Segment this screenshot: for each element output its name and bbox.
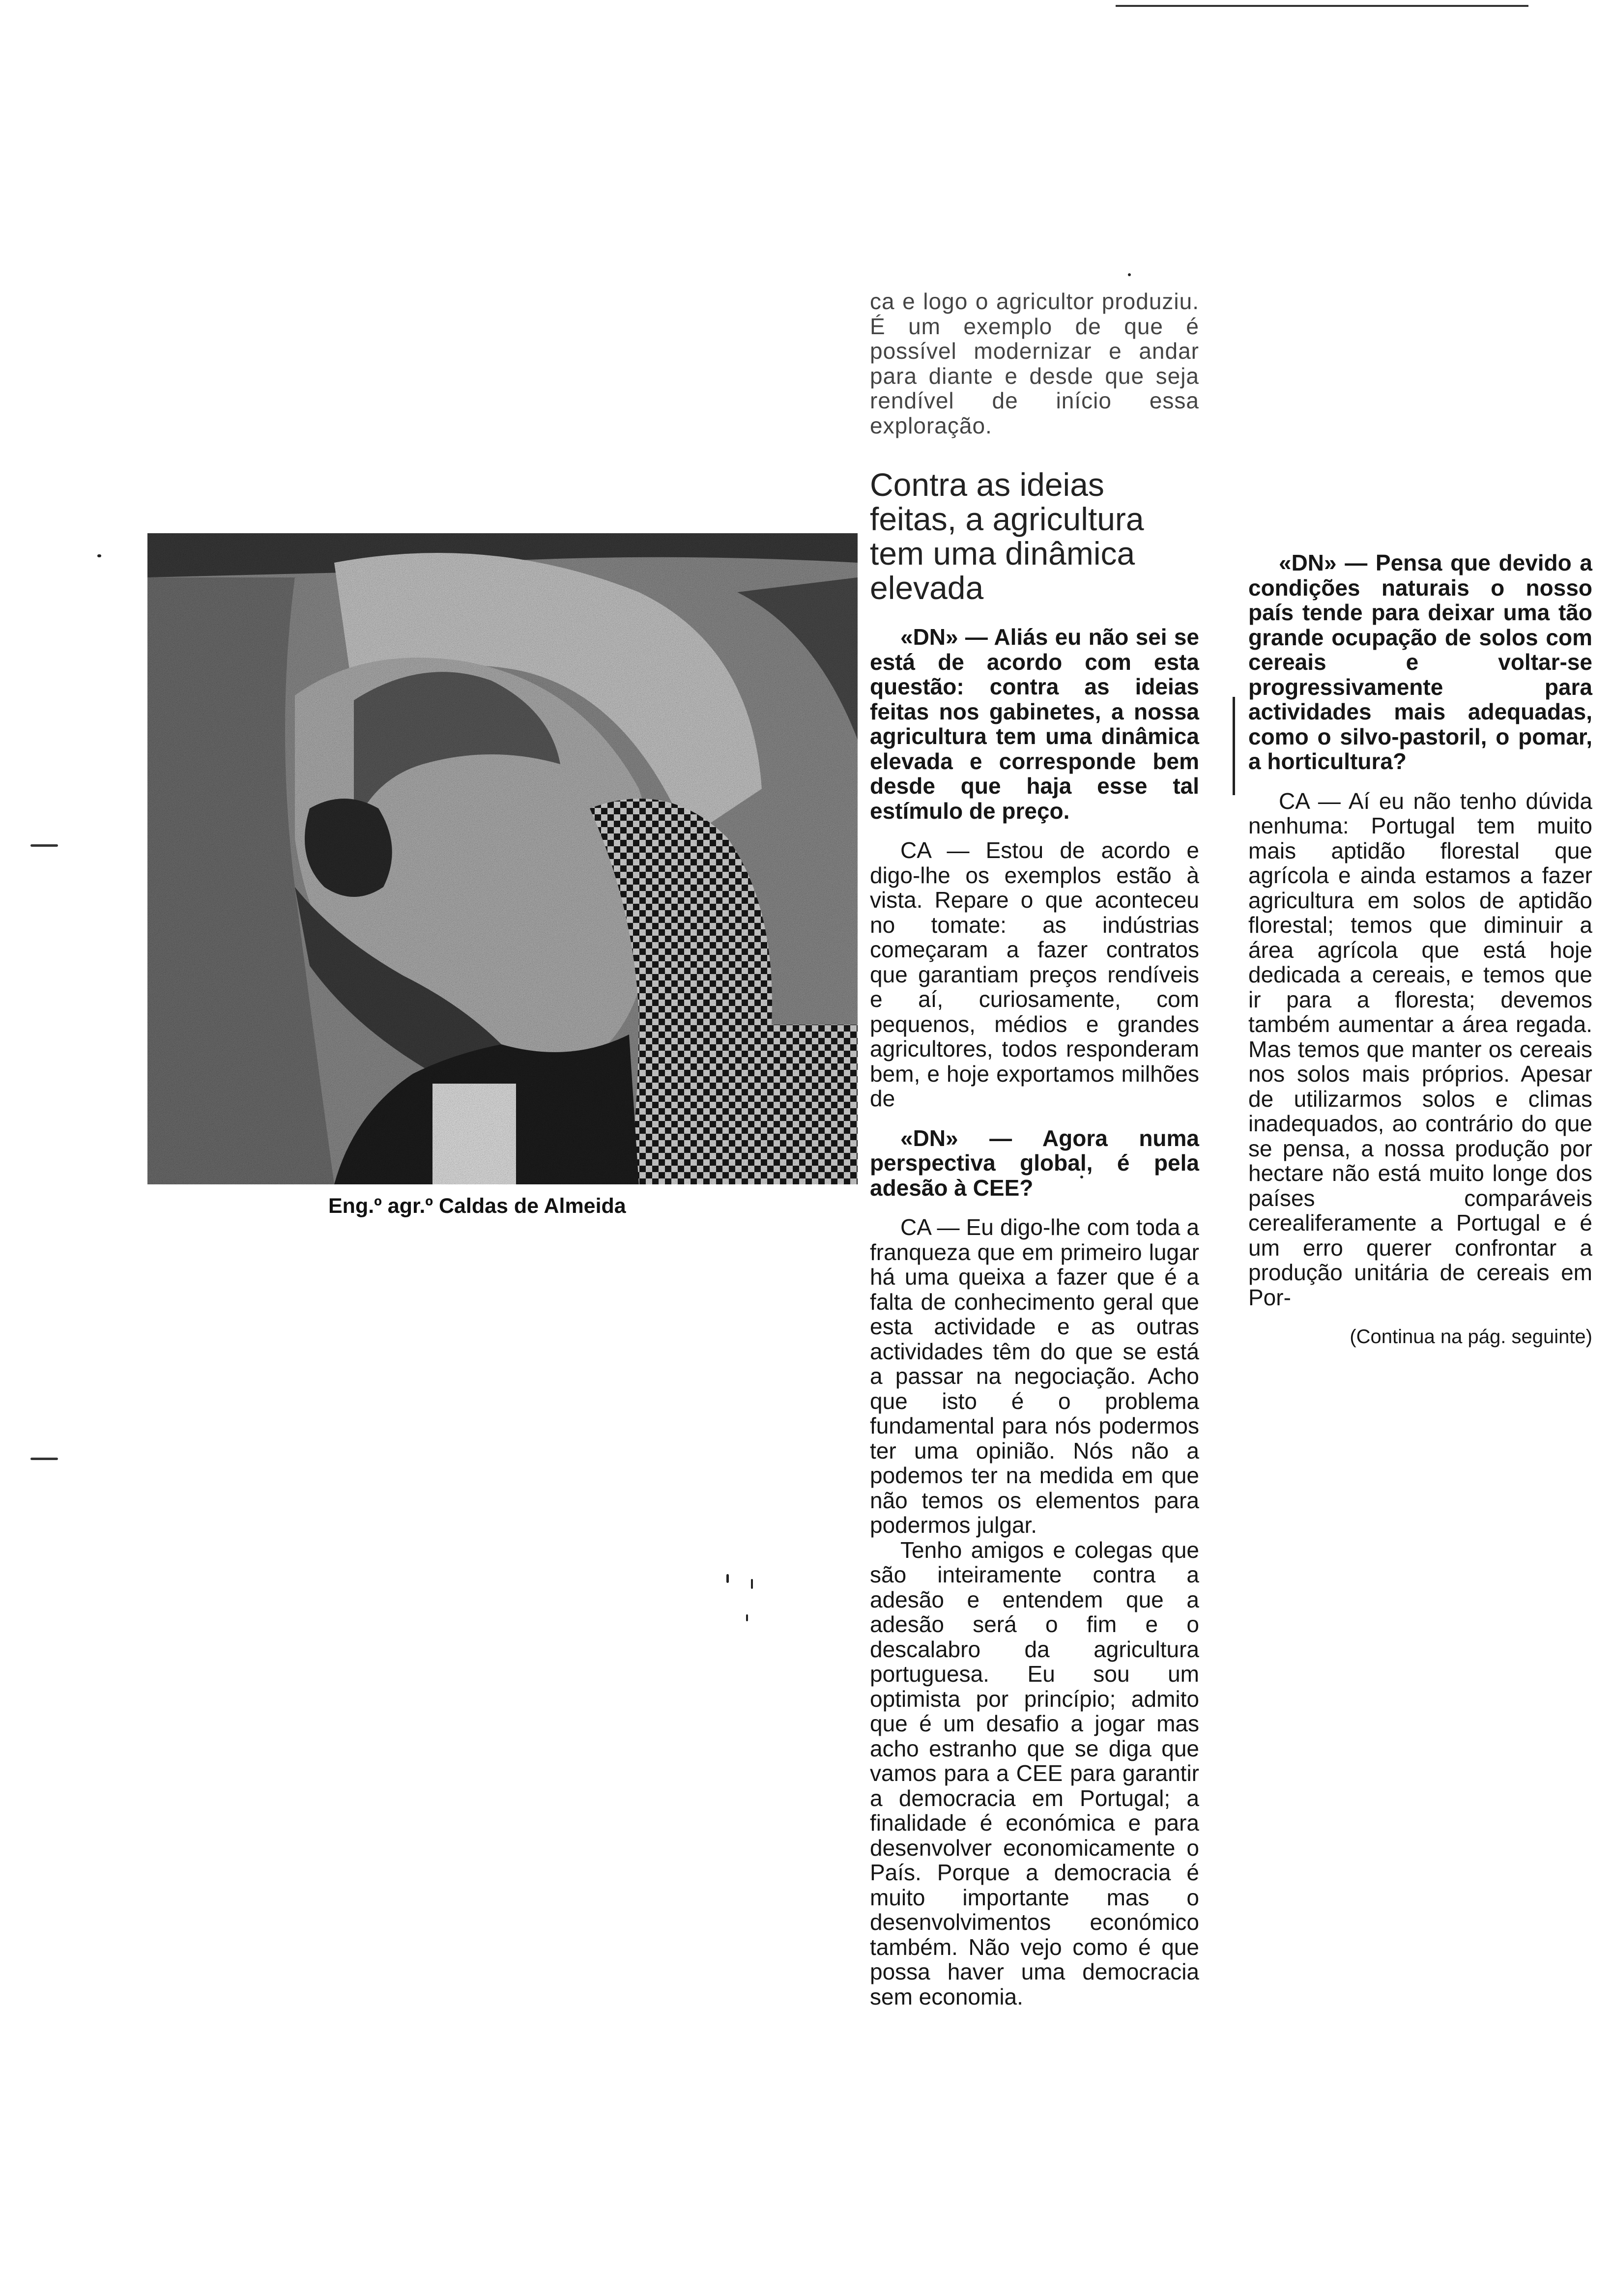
- scan-mark: [30, 844, 58, 847]
- interview-answer: CA — Estou de acordo e digo-lhe os exemplos estão à vista. Repare o que aconteceu no tomate: as indústrias começaram a fazer contratos que garantiam preços rendíveis e aí, curiosamente, com pequenos, médios e grandes agricultores, todos responderam bem, e hoje exportamos milhões de: [870, 837, 1199, 1111]
- scan-speck: [751, 1579, 753, 1589]
- interview-question: «DN» — Aliás eu não sei se está de acordo com esta questão: contra as ideias feitas nos gabinetes, a nossa agricultura tem uma dinâmica elevada e corresponde bem desde que haja esse tal estímulo de preço.: [870, 624, 1199, 824]
- portrait-photo-icon: [147, 533, 858, 1184]
- scan-speck: [746, 1614, 748, 1621]
- interview-answer: CA — Eu digo-lhe com toda a franqueza que em primeiro lugar há uma queixa a fazer que é a falta de conhecimento geral que esta actividade e as outras actividades têm do que se está a passar na negociação. Acho que isto é o problema fundamental para nós podermos ter uma opinião. Nós não a podemos ter na medida em que não temos os elementos para podermos julgar.: [870, 1214, 1199, 1538]
- article-column-1: [870, 289, 1199, 2009]
- photo-caption: Eng.º agr.º Caldas de Almeida: [328, 1194, 626, 1218]
- lead-paragraph: ca e logo o agricultor produziu. É um exemplo de que é possível modernizar e andar para diante e desde que seja rendível de início essa exploração.: [870, 288, 1199, 438]
- interview-question: «DN» — Agora numa perspectiva global, é pela adesão à CEE?: [870, 1125, 1199, 1201]
- interview-answer-continued: Tenho amigos e colegas que são inteiramente contra a adesão e entendem que a adesão será o fim e o descalabro da agricultura portuguesa. Eu sou um optimista por princípio; admito que é um desafio a jogar mas acho estranho que se diga que vamos para a CEE para garantir a democracia em Portugal; a finalidade é económica e para desenvolver economicamente o País. Porque a democracia é muito importante mas o desenvolvimentos económico também. Não vejo como é que possa haver uma democracia sem economia.: [870, 1537, 1199, 2009]
- portrait-photo: [147, 533, 858, 1184]
- scan-speck: [1128, 273, 1131, 276]
- scan-mark: [30, 1458, 58, 1460]
- scan-speck: [97, 554, 101, 557]
- article-headline: Contra as ideias feitas, a agricultura tem uma dinâmica elevada: [870, 466, 1144, 606]
- continued-note: (Continua na pág. seguinte): [1350, 1326, 1592, 1348]
- interview-question: «DN» — Pensa que devido a condições naturais o nosso país tende para deixar uma tão grande ocupação de solos com cereais e voltar-se progressivamente para actividades mais adequadas, como o silvo-pastoril, o pomar, a horticultura?: [1248, 550, 1592, 774]
- article-column-2: [1248, 550, 1592, 1349]
- interview-answer: CA — Aí eu não tenho dúvida nenhuma: Portugal tem muito mais aptidão florestal que agrícola e ainda estamos a fazer agricultura em solos de aptidão florestal; temos que diminuir a área agrícola que está hoje dedicada a cereais, e temos que ir para a floresta; devemos também aumentar a área regada. Mas temos que manter os cereais nos solos mais próprios. Apesar de utilizarmos solos e climas inadequados, ao contrário do que se pensa, a nossa produção por hectare não está muito longe dos países comparáveis cerealiferamente a Portugal e é um erro querer confrontar a produção unitária de cereais em Por-: [1248, 788, 1592, 1310]
- scan-speck: [726, 1574, 729, 1583]
- column-marker: [1233, 697, 1235, 795]
- top-rule: [1116, 5, 1528, 7]
